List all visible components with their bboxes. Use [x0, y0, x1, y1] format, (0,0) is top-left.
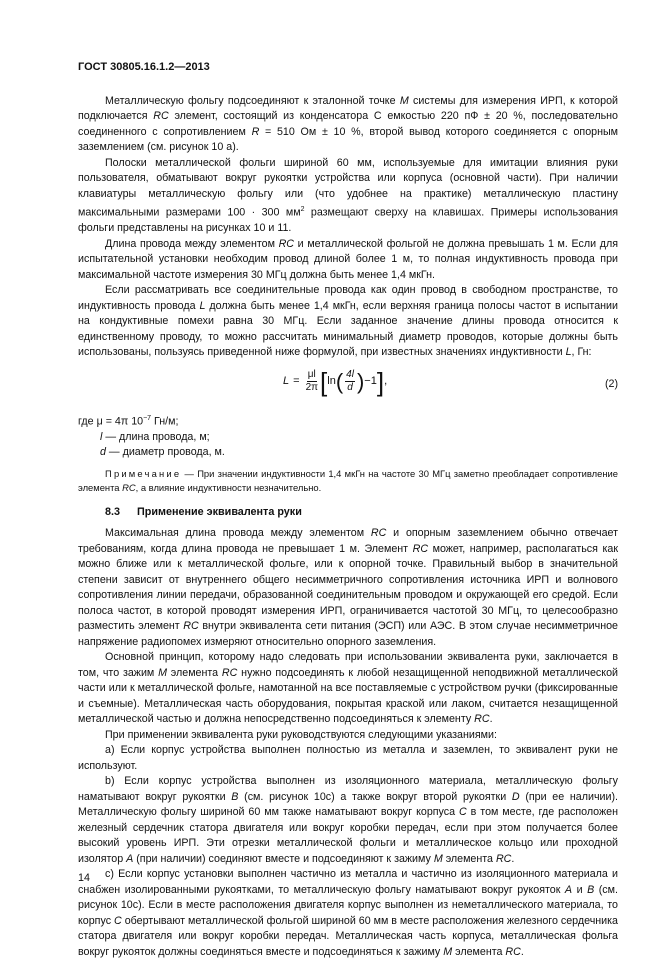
italic-symbol: A: [564, 883, 573, 896]
text-run: .: [520, 945, 524, 958]
text-run: .: [511, 852, 515, 865]
text-run: (см. рисунок 10с) а также вокруг второй рукоятки: [238, 790, 512, 803]
paragraph: [78, 867, 618, 960]
mu-exponent: −7: [143, 414, 152, 422]
text-run: , Гн:: [571, 346, 592, 359]
formula-inner-fraction: [345, 369, 355, 394]
section-heading: [105, 505, 618, 521]
text-run: элемент, состоящий из конденсатора С емкостью 220 пФ ± 20 %, последовательно соединенного с сопротивлением: [78, 110, 618, 138]
text-run: может, например, располагаться как можно ближе или к металлической фольге, или к опорной точке. Правильный выбор в значительной степени зависит от внутреннего общего несимметричного сопротивления источника ИРП и волнового сопротивления линии передачи, образованной соединительным проводом и окружающей его средой. Если полоса частот, в которой проводят измерения ИРП, ограничивается частотой 30 МГц, то целесообразно разместить элемент: [78, 542, 618, 633]
text-run: внутри эквивалента сети питания (ЭСП) или АЭС. В этом случае несимметричное напряжение радиопомех измеряют относительно опорного заземления.: [78, 620, 618, 648]
paragraph: [78, 283, 618, 361]
paragraph: [78, 650, 618, 728]
section-title: Применение эквивалента руки: [137, 505, 302, 518]
text-run: Металлическую фольгу подсоединяют к эталонной точке: [105, 94, 400, 107]
italic-symbol: RC: [278, 237, 295, 250]
text-run: (при ее наличии). Металлическую фольгу шириной 60 мм также наматывают вокруг корпуса: [78, 790, 618, 819]
paragraph: [78, 743, 618, 774]
section-number: 8.3: [105, 505, 121, 518]
def-text: — длина провода, м;: [102, 430, 210, 443]
italic-symbol: C: [459, 806, 467, 819]
note-text: — При значении индуктивности 1,4 мкГн на частоте 30 МГц заметно преобладает сопротивление элемента: [78, 467, 618, 493]
paragraph: [78, 94, 618, 156]
text-run: и опорным заземлением обычно отвечает требованиям, когда длина провода не превышает 1 м. Элемент: [78, 527, 618, 555]
inner-denominator: d: [347, 382, 353, 394]
def-symbol: d: [100, 446, 106, 459]
mu-definition: где μ = 4π 10: [78, 415, 144, 428]
text-run: нужно подсоединять к любой незащищенной неподвижной металлической части или к металлической фольге, намотанной на все поставляемые с устройством ручки (фиксированные и съемные). Металлическая часть оборудования, покрытая краской или лаком, считается незащищенной металлической частью и должна непосредственно подсоединяться к элементу: [78, 666, 618, 726]
text-run: a) Если корпус устройства выполнен полностью из металла и заземлен, то эквивалент руки не используют.: [78, 744, 618, 772]
text-run: При применении эквивалента руки руководствуются следующими указаниями:: [105, 728, 497, 741]
paragraph: [78, 526, 618, 650]
note: [78, 467, 618, 495]
text-run: должна быть менее 1,4 мкГн, если верхняя граница полосы частот в испытании на кондуктивные помехи равна 30 МГц. Если заданное значение длины провода относится к единственному проводу, то можно рассчитать минимальный диаметр проводов, которые должны быть использованы, пользуясь приведенной ниже формулой, при известных значениях индуктивности: [78, 299, 618, 359]
body-text-top: [78, 94, 618, 361]
italic-symbol: B: [587, 883, 595, 896]
italic-symbol: RC: [474, 713, 490, 726]
italic-symbol: R: [251, 125, 260, 138]
italic-symbol: RC: [183, 620, 199, 633]
body-text-bottom: [78, 526, 618, 960]
note-rc: RC: [122, 481, 136, 493]
text-run: = 510 Ом ± 10 %, второй вывод которого соединяется с опорным заземлением (см. рисунок 10 а).: [78, 125, 619, 153]
text-run: .: [489, 713, 493, 726]
paragraph: [78, 774, 618, 867]
text-run: Если рассматривать все соединительные провода как один провод в свободном пространстве, то индуктивность провода: [78, 284, 618, 312]
paragraph: [78, 728, 618, 744]
formula-number: (2): [604, 377, 618, 390]
text-run: Длина провода между элементом: [105, 237, 279, 250]
text-run: элемента: [166, 666, 222, 679]
text-run: b) Если корпус устройства выполнен из изоляционного материала, металлическую фольгу наматывают вокруг рукоятки: [78, 775, 618, 803]
text-run: c) Если корпус установки выполнен частично из металла и частично из изоляционного материала и снабжен изолированными рукоятками, то металлическую фольгу наматывают вокруг рукояток: [78, 868, 618, 896]
def-symbol: l: [100, 430, 103, 443]
italic-symbol: RC: [495, 852, 512, 865]
italic-symbol: RC: [153, 110, 169, 122]
text-run: и металлической фольгой не должна превышать 1 м. Если для испытательной установки необходим провод длиной более 1 м, то полная индуктивность провода при максимальной частоте измерения 30 МГц должна быть менее 1,4 мкГн.: [78, 237, 618, 281]
formula-fraction: [306, 369, 318, 394]
inner-numerator: 4l: [346, 369, 354, 381]
mu-unit: Гн/м;: [151, 415, 179, 428]
document-header: ГОСТ 30805.16.1.2—2013: [78, 61, 210, 73]
italic-symbol: RC: [412, 542, 429, 555]
italic-symbol: L: [565, 346, 572, 359]
text-run: (при наличии) соединяют вместе и подсоединяют к зажиму: [133, 852, 434, 865]
text-run: 2: [300, 206, 305, 213]
document-page: [78, 60, 618, 960]
formula-lhs: L: [283, 374, 290, 387]
text-run: системы для измерения ИРП, к которой подключается: [78, 94, 618, 122]
text-run: Основной принцип, которому надо следовать при использовании эквивалента руки, заключается в том, что зажим: [78, 651, 618, 679]
italic-symbol: M: [443, 945, 453, 958]
text-run: обертывают металлической фольгой шириной 60 мм в месте расположения железного сердечника статора двигателя или вокруг коробки передач. Металлическая часть корпуса, металлическая фольга вокруг рукояток должны соединяться вместе и подсоединяться к зажиму: [78, 914, 618, 958]
text-run: размещают сверху на клавишах. Примеры использования фольги представлены на рисунках 10 и 11.: [78, 206, 619, 235]
fraction-numerator: μl: [307, 369, 316, 381]
italic-symbol: RC: [221, 666, 238, 679]
note-label: Примечание: [105, 467, 182, 479]
italic-symbol: M: [433, 852, 443, 865]
italic-symbol: D: [511, 790, 520, 803]
italic-symbol: RC: [370, 527, 387, 540]
paragraph: [78, 237, 618, 284]
paragraph: [78, 156, 618, 237]
formula-comma: ,: [384, 374, 388, 387]
formula-equals: =: [293, 374, 300, 387]
italic-symbol: C: [114, 914, 122, 927]
text-run: и: [572, 883, 588, 896]
italic-symbol: L: [199, 299, 206, 312]
text-run: (см. рисунок 10с). Если в месте расположения двигателя корпус выполнен из неметаллического материала, то корпус: [78, 883, 618, 927]
italic-symbol: M: [399, 94, 409, 107]
formula-ln: ln: [327, 374, 336, 387]
page-number: 14: [78, 872, 90, 884]
definition-l: [78, 430, 618, 446]
fraction-denominator: 2π: [305, 382, 319, 394]
def-text: — диаметр провода, м.: [105, 446, 225, 459]
italic-symbol: B: [231, 790, 239, 803]
text-run: элемента: [452, 945, 506, 958]
italic-symbol: A: [126, 852, 134, 865]
note-text-end: , а влияние индуктивности незначительно.: [135, 481, 322, 493]
text-run: в том месте, где расположен железный сердечник статора двигателя или вокруг коробки передач, если при этом получается более высокий уровень ИРП. Эти отрезки металлической фольги и металлическое кольцо или проходной изолятор: [78, 806, 618, 865]
formula-minus-one: −1: [364, 374, 377, 387]
italic-symbol: M: [158, 666, 167, 679]
formula-2: L = $\frac{\mu l}{2\pi}$ [ ln ( $\frac{4l}{d}$ ) −1 ] , (2): [283, 366, 618, 397]
italic-symbol: RC: [505, 945, 521, 958]
definition-d: [78, 445, 618, 461]
text-run: элемента: [442, 852, 496, 865]
formula-where: [78, 411, 618, 430]
text-run: Максимальная длина провода между элементом: [105, 527, 371, 540]
text-run: Полоски металлической фольги шириной 60 мм, используемые для имитации влияния руки пользователя, обматывают вокруг рукоятки устройства или корпуса (основной части). При наличии клавиатуры металлическую фольгу или (что удобнее на практике) металлическую пластину максимальными размерами 100 · 300 мм: [78, 156, 618, 219]
